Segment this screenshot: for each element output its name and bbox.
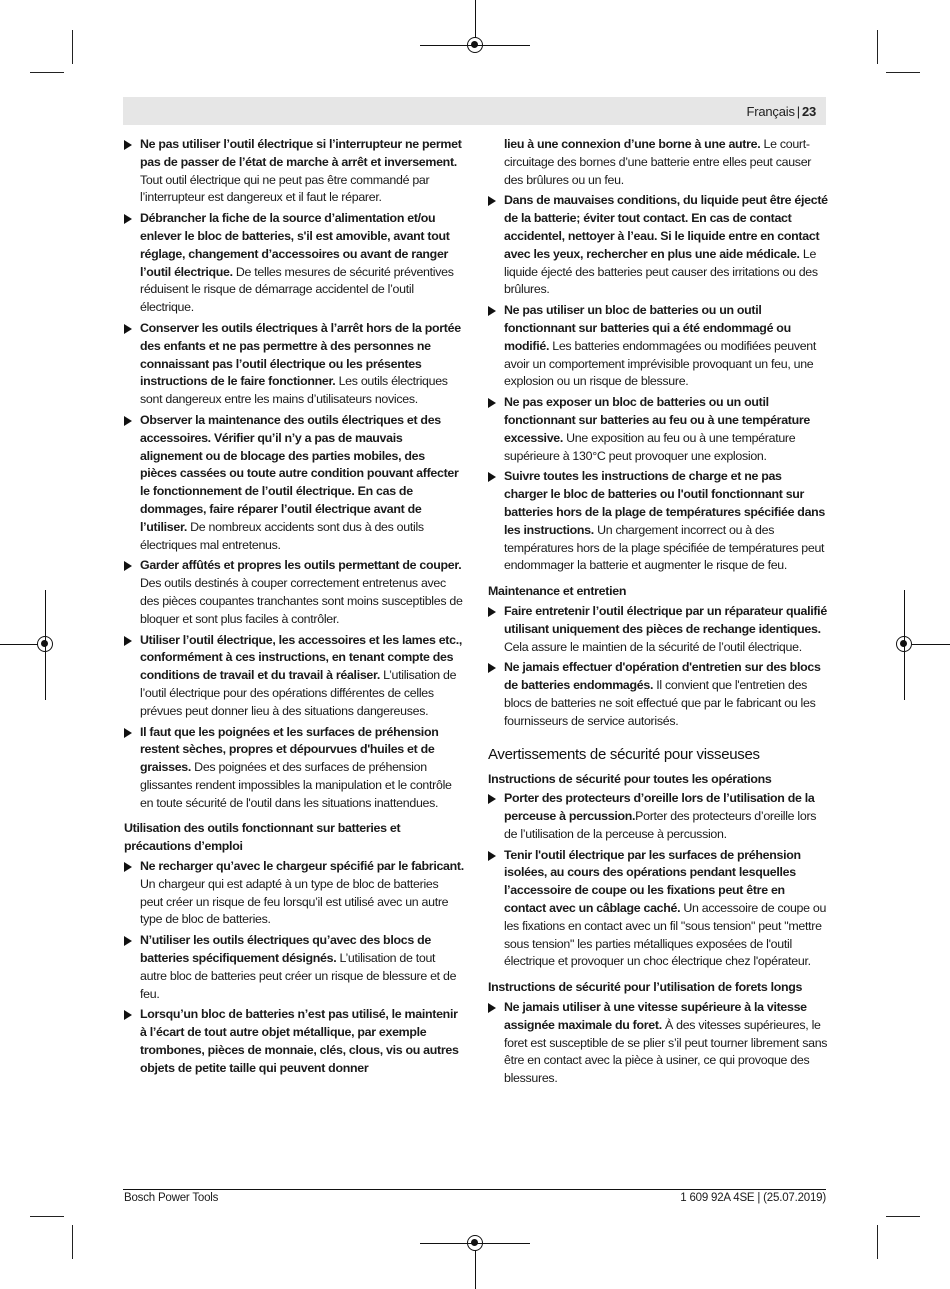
item-bold: Débrancher la fiche de la source d’alimentation et/ou enlever le bloc de batteries, s'il est amovible, avant tout réglage, changement d’accessoires ou avant de ranger l’outil électrique.: [140, 211, 450, 279]
bullet-arrow-icon: [488, 398, 496, 408]
registration-line: [475, 1250, 476, 1289]
continued-item: [488, 136, 828, 189]
header-separator: |: [796, 104, 800, 119]
bullet-arrow-icon: [488, 607, 496, 617]
subheading-all-operations: Instructions de sécurité pour toutes les opérations: [488, 771, 772, 786]
item-bold: N’utiliser les outils électriques qu’avec des blocs de batteries spécifiquement désignés.: [140, 933, 431, 966]
bullet-arrow-icon: [488, 306, 496, 316]
item-bold: Ne jamais effectuer d'opération d'entretien sur des blocs de batteries endommagés.: [504, 660, 821, 693]
right-items-c: [488, 790, 828, 971]
safety-item: [124, 136, 464, 207]
item-text: Cela assure le maintien de la sécurité de l’outil électrique.: [504, 639, 802, 654]
bullet-arrow-icon: [124, 561, 132, 571]
item-text: Il convient que l'entretien des blocs de batteries ne soit effectué que par le fabricant ou les fournisseurs de service autorisés.: [504, 678, 816, 728]
footer-publisher: Bosch Power Tools: [124, 1192, 219, 1204]
item-bold: Porter des protecteurs d’oreille lors de l’utilisation de la perceuse à percussion.: [504, 791, 815, 824]
crop-mark: [877, 30, 878, 64]
item-bold: Ne pas utiliser un bloc de batteries ou un outil fonctionnant sur batteries qui a été endommagé ou modifié.: [504, 303, 791, 353]
safety-item: [488, 468, 828, 575]
header-language: Français: [746, 104, 795, 119]
safety-item: [488, 603, 828, 656]
registration-mark-icon: [467, 37, 483, 53]
bullet-arrow-icon: [124, 416, 132, 426]
item-bold: Conserver les outils électriques à l’arrêt hors de la portée des enfants et ne pas permettre à des personnes ne connaissant pas l’outil électrique ou les présentes instructions de le faire fonctionner.: [140, 320, 461, 389]
safety-item: [488, 847, 828, 972]
item-text: Le court-circuitage des bornes d’une batterie entre elles peut causer des brûlures ou un feu.: [504, 137, 812, 187]
bullet-arrow-icon: [488, 794, 496, 804]
left-column: [124, 136, 464, 1081]
item-text: Les batteries endommagées ou modifiées peuvent avoir un comportement imprévisible provoquant un feu, une explosion ou un risque de blessure.: [504, 338, 817, 389]
registration-mark-icon: [896, 636, 912, 652]
bullet-arrow-icon: [124, 1010, 132, 1020]
page-header: [747, 104, 817, 119]
item-text: Un accessoire de coupe ou les fixations en contact avec un fil "sous tension" peut "mettre sous tension" les parties métalliques exposées de l'outil électrique et provoquer un choc électrique chez l'opérateur.: [504, 901, 827, 969]
item-text: Un chargeur qui est adapté à un type de bloc de batteries peut créer un risque de feu lorsqu’il est utilisé avec un autre type de bloc de batteries.: [140, 876, 449, 927]
item-text: Les outils électriques sont dangereux entre les mains d’utilisateurs novices.: [140, 374, 448, 407]
registration-mark-icon: [467, 1235, 483, 1251]
crop-mark: [30, 1216, 64, 1217]
item-bold: Ne jamais utiliser à une vitesse supérieure à la vitesse assignée maximale du foret.: [504, 1000, 807, 1032]
right-column: [488, 136, 828, 1091]
item-text: Porter des protecteurs d’oreille lors de l’utilisation de la perceuse à percussion.: [504, 809, 817, 841]
safety-item: [488, 192, 828, 299]
registration-mark-icon: [37, 636, 53, 652]
item-bold: Lorsqu’un bloc de batteries n’est pas utilisé, le maintenir à l’écart de tout autre objet métallique, par exemple trombones, pièces de monnaie, clés, clous, vis ou autres objets de petite taille qui peuvent donner: [140, 1007, 459, 1075]
bullet-arrow-icon: [488, 472, 496, 482]
safety-item: [124, 632, 464, 721]
crop-mark: [886, 72, 920, 73]
safety-item: [124, 412, 464, 554]
item-text: Des outils destinés à couper correctement entretenus avec des pièces coupantes tranchantes sont moins susceptibles de bloquer et sont plus faciles à contrôler.: [140, 576, 463, 626]
item-bold: Garder affûtés et propres les outils permettant de couper.: [140, 558, 462, 573]
crop-mark: [886, 1216, 920, 1217]
safety-item: [124, 320, 464, 409]
safety-item: [488, 790, 828, 843]
bullet-arrow-icon: [124, 324, 132, 334]
bullet-arrow-icon: [488, 196, 496, 206]
crop-mark: [877, 1225, 878, 1259]
item-bold: Faire entretenir l’outil électrique par un réparateur qualifié utilisant uniquement des pièces de rechange identiques.: [504, 603, 827, 636]
bullet-arrow-icon: [124, 214, 132, 224]
safety-item: [124, 1006, 464, 1077]
safety-item: [488, 999, 828, 1088]
subheading-battery-use: Utilisation des outils fonctionnant sur batteries et précautions d’emploi: [124, 821, 401, 854]
item-bold: Ne pas utiliser l’outil électrique si l’interrupteur ne permet pas de passer de l’état de marche à arrêt et inversement.: [140, 137, 462, 169]
subheading-long-bits: Instructions de sécurité pour l’utilisation de forets longs: [488, 980, 803, 995]
left-items-b: [124, 858, 464, 1078]
crop-mark: [72, 1225, 73, 1259]
crop-mark: [30, 72, 64, 73]
page-header-bar: [123, 97, 826, 125]
item-text: À des vitesses supérieures, le foret est susceptible de se plier s’il peut tourner librement sans être en contact avec la pièce à usiner, ce qui provoque des blessures.: [504, 1017, 828, 1086]
item-bold: Utiliser l’outil électrique, les accessoires et les lames etc., conformément à ces instructions, en tenant compte des conditions de travail et du travail à réaliser.: [140, 632, 463, 683]
safety-item: [488, 302, 828, 391]
item-text: Un chargement incorrect ou à des températures hors de la plage spécifiée de températures peut endommager la batterie et augmenter le risque de feu.: [504, 522, 825, 573]
item-bold: Suivre toutes les instructions de charge et ne pas charger le bloc de batteries ou l'outil fonctionnant sur batteries hors de la plage de températures spécifiée dans les instructions.: [504, 469, 826, 537]
bullet-arrow-icon: [488, 1003, 496, 1013]
item-bold: Dans de mauvaises conditions, du liquide peut être éjecté de la batterie; éviter tout contact. En cas de contact accidentel, nettoyer à l’eau. Si le liquide entre en contact avec les yeux, rechercher en plus une aide médicale.: [504, 193, 828, 261]
item-bold: Ne pas exposer un bloc de batteries ou un outil fonctionnant sur batteries au feu ou à une température excessive.: [504, 395, 811, 445]
section-title-screwdrivers: Avertissements de sécurité pour visseuses: [488, 745, 760, 763]
footer-rule: [123, 1189, 826, 1190]
item-text: De nombreux accidents sont dus à des outils électriques mal entretenus.: [140, 519, 424, 552]
left-items-a: [124, 136, 464, 812]
footer-doc-id: 1 609 92A 4SE | (25.07.2019): [680, 1192, 826, 1204]
item-text: L’utilisation de l’outil électrique pour des opérations différentes de celles prévues peut donner lieu à des situations dangereuses.: [140, 668, 457, 718]
bullet-arrow-icon: [124, 728, 132, 738]
subheading-maintenance: Maintenance et entretien: [488, 584, 627, 599]
bullet-arrow-icon: [124, 140, 132, 150]
safety-item: [124, 210, 464, 317]
crop-mark: [72, 30, 73, 64]
bullet-arrow-icon: [124, 636, 132, 646]
right-items-a: [488, 192, 828, 575]
safety-item: [124, 724, 464, 813]
item-bold: lieu à une connexion d’une borne à une autre.: [504, 137, 761, 151]
registration-line: [475, 0, 476, 38]
bullet-arrow-icon: [488, 851, 496, 861]
safety-item: [488, 659, 828, 730]
item-text: De telles mesures de sécurité préventives réduisent le risque de démarrage accidentel de l’outil électrique.: [140, 264, 454, 315]
page-number: 23: [801, 104, 816, 119]
item-text: Des poignées et des surfaces de préhension glissantes rendent impossibles la manipulation et le contrôle en toute sécurité de l'outil dans les situations inattendues.: [140, 760, 452, 810]
safety-item: [124, 858, 464, 929]
item-text: Le liquide éjecté des batteries peut causer des irritations ou des brûlures.: [504, 246, 818, 297]
bullet-arrow-icon: [488, 663, 496, 673]
item-text: Tout outil électrique qui ne peut pas être commandé par l’interrupteur est dangereux et il faut le réparer.: [140, 172, 430, 205]
safety-item: [124, 557, 464, 628]
item-bold: Ne recharger qu’avec le chargeur spécifié par le fabricant.: [140, 859, 464, 874]
item-bold: Observer la maintenance des outils électriques et des accessoires. Vérifier qu’il n’y a pas de mauvais alignement ou de blocage des parties mobiles, des pièces cassées ou toute autre condition pouvant affecter le fonctionnement de l’outil électrique. En cas de dommages, faire réparer l’outil électrique avant de l’utiliser.: [140, 412, 459, 534]
safety-item: [488, 394, 828, 465]
registration-line: [912, 644, 950, 645]
safety-item: [124, 932, 464, 1003]
item-bold: Il faut que les poignées et les surfaces de préhension restent sèches, propres et dépourvues d'huiles et de graisses.: [140, 724, 439, 775]
item-bold: Tenir l'outil électrique par les surfaces de préhension isolées, au cours des opérations pendant lesquelles l’accessoire de coupe ou les fixations peut être en contact avec un câblage caché.: [504, 847, 801, 916]
registration-line: [0, 644, 38, 645]
right-items-d: [488, 999, 828, 1088]
item-text: L’utilisation de tout autre bloc de batteries peut créer un risque de blessure et de feu.: [140, 951, 457, 1001]
bullet-arrow-icon: [124, 936, 132, 946]
item-text: Une exposition au feu ou à une température supérieure à 130°C peut provoquer une explosion.: [504, 430, 796, 463]
bullet-arrow-icon: [124, 862, 132, 872]
right-items-b: [488, 603, 828, 731]
